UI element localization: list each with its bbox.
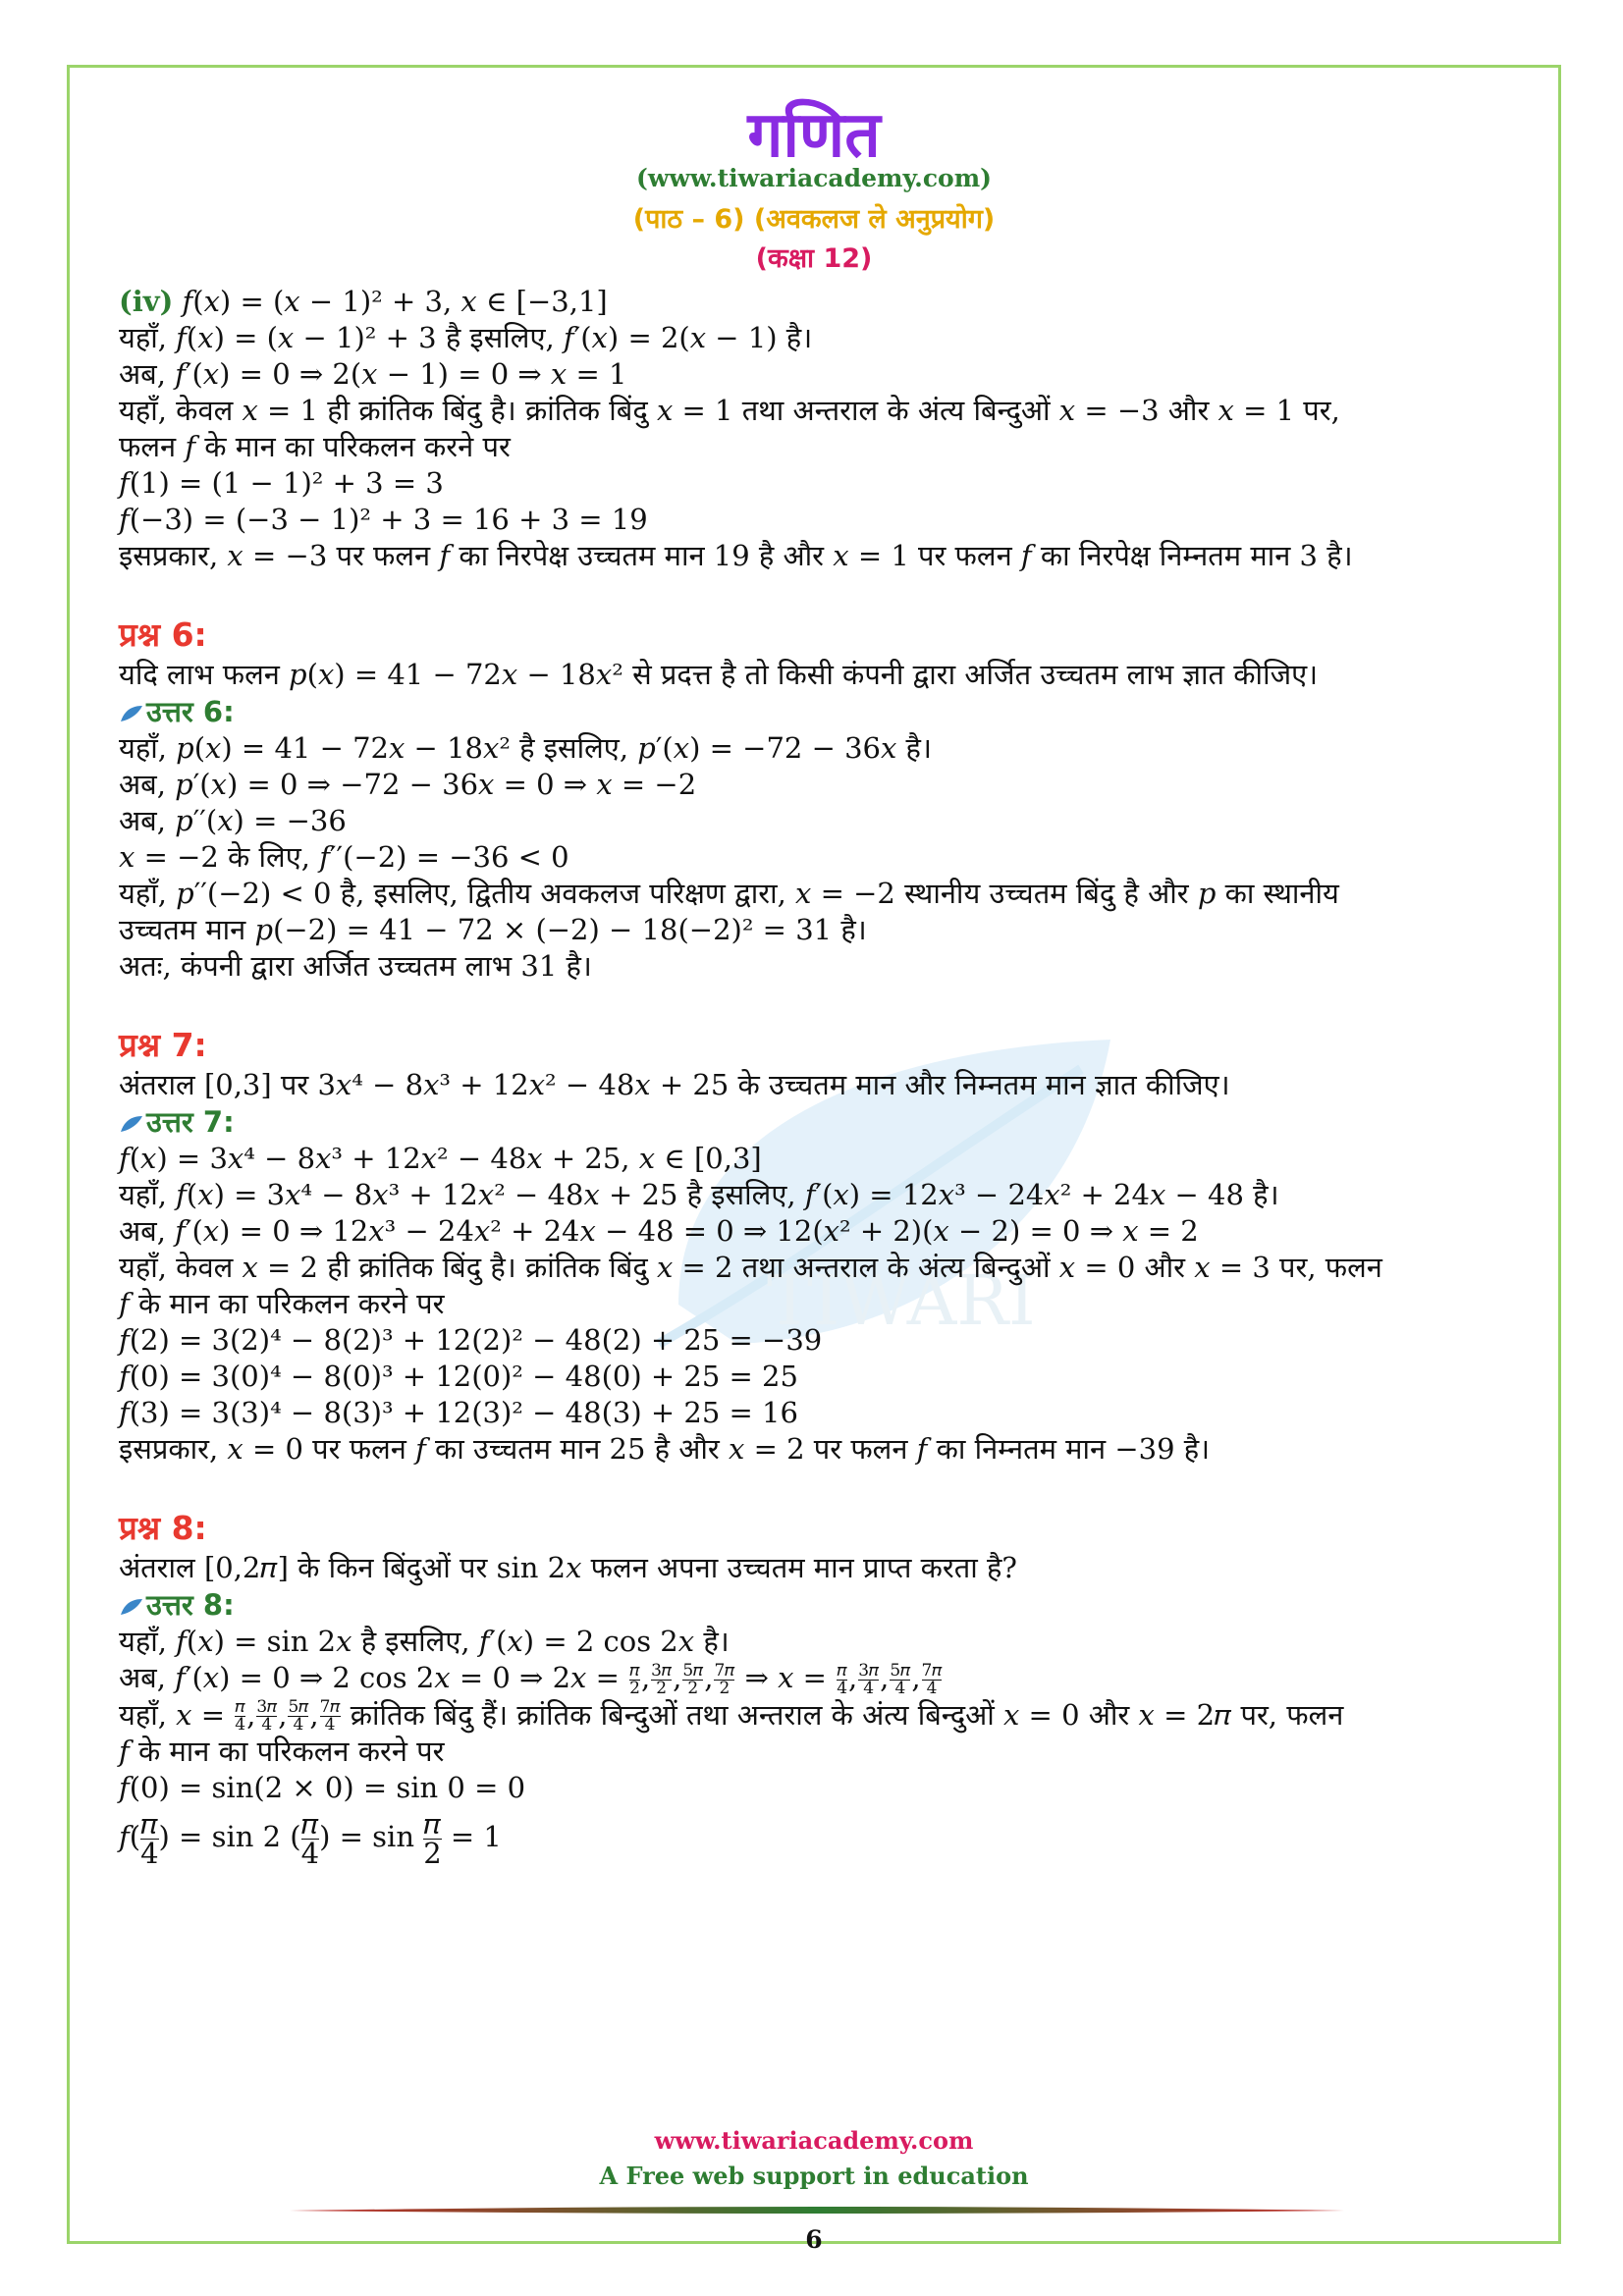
fraction: 𝜋 4 bbox=[300, 1806, 320, 1870]
solution-line: यहाँ, 𝑝(𝑥) = 41 − 72𝑥 − 18𝑥² है इसलिए, 𝑝′(𝑥) = −72 − 36𝑥 है। bbox=[119, 731, 932, 765]
solution-line-fractions: यहाँ, 𝑥 = $\frac{\text{𝜋}}{4}$ , $\frac{\text{3𝜋}}{4}$ , $\frac{\text{5𝜋}}{4}$ , $\frac{\text{7𝜋}}{4}$ क्रांतिक बिंदु हैं। क्रांतिक बिन्दुओं तथा अन्तराल के अंत्य बिन्दुओं 𝑥 = 0 और 𝑥 = 2𝜋 पर, फलन bbox=[119, 1697, 1344, 1735]
solution-text: क्रांतिक बिंदु हैं। क्रांतिक बिन्दुओं तथा अन्तराल के अंत्य बिन्दुओं 𝑥 = 0 और 𝑥 = 2𝜋 पर, फलन bbox=[341, 1697, 1344, 1732]
fraction: 𝜋 2 bbox=[423, 1806, 442, 1870]
question-8-label: प्रश्न 8: bbox=[119, 1509, 207, 1547]
solution-line: 𝑓(𝑥) = 3𝑥⁴ − 8𝑥³ + 12𝑥² − 48𝑥 + 25, 𝑥 ∈ [0,3] bbox=[119, 1142, 762, 1175]
solution-line: इसप्रकार, 𝑥 = 0 पर फलन 𝑓 का उच्चतम मान 25 है और 𝑥 = 2 पर फलन 𝑓 का निम्नतम मान −39 है। bbox=[119, 1432, 1211, 1466]
solution-line: अब, 𝑝′′(𝑥) = −36 bbox=[119, 804, 347, 837]
chapter-heading: (पाठ – 6) (अवकलज ले अनुप्रयोग) bbox=[632, 204, 996, 235]
fraction: $\frac{\text{5𝜋}}{4}$ bbox=[288, 1697, 309, 1735]
question-7-label: प्रश्न 7: bbox=[119, 1026, 207, 1064]
solution-line: यहाँ, 𝑓(𝑥) = (𝑥 − 1)² + 3 है इसलिए, 𝑓′(𝑥) = 2(𝑥 − 1) है। bbox=[119, 321, 813, 354]
question-7-text: अंतराल [0,3] पर 3𝑥⁴ − 8𝑥³ + 12𝑥² − 48𝑥 + 25 के उच्चतम मान और निम्नतम मान ज्ञात कीजिए। bbox=[119, 1068, 1230, 1101]
solution-line: 𝑓 के मान का परिकलन करने पर bbox=[119, 1735, 445, 1768]
solution-line: यहाँ, केवल 𝑥 = 2 ही क्रांतिक बिंदु है। क्रांतिक बिंदु 𝑥 = 2 तथा अन्तराल के अंत्य बिन्दुओं 𝑥 = 0 और 𝑥 = 3 पर, फलन bbox=[119, 1251, 1382, 1284]
part-iv-line bbox=[119, 284, 1533, 320]
answer-7-label-text: उत्तर 7: bbox=[146, 1105, 235, 1139]
fraction: 𝜋 4 bbox=[140, 1806, 159, 1870]
page-number: 6 bbox=[805, 2225, 823, 2254]
fraction: $\frac{\text{𝜋}}{4}$ bbox=[235, 1697, 246, 1735]
answer-6-label-text: उत्तर 6: bbox=[146, 695, 235, 728]
svg-text:TIWARI: TIWARI bbox=[767, 1260, 1036, 1341]
solution-line: 𝑓(2) = 3(2)⁴ − 8(2)³ + 12(2)² − 48(2) + 25 = −39 bbox=[119, 1323, 823, 1357]
solution-line: अब, 𝑝′(𝑥) = 0 ⇒ −72 − 36𝑥 = 0 ⇒ 𝑥 = −2 bbox=[119, 768, 697, 801]
solution-line: यहाँ, केवल 𝑥 = 1 ही क्रांतिक बिंदु है। क्रांतिक बिंदु 𝑥 = 1 तथा अन्तराल के अंत्य बिन्दुओं 𝑥 = −3 और 𝑥 = 1 पर, bbox=[119, 394, 1340, 427]
footer-divider bbox=[290, 2205, 1344, 2216]
solution-text: ⇒ 𝑥 = bbox=[744, 1661, 827, 1694]
answer-7-label bbox=[119, 1103, 1533, 1141]
fraction: $\frac{\text{7𝜋}}{2}$ bbox=[714, 1660, 735, 1698]
solution-line: 𝑓(0) = 3(0)⁴ − 8(0)³ + 12(0)² − 48(0) + 25 = 25 bbox=[119, 1360, 798, 1393]
solution-text: 𝑓 bbox=[119, 1820, 130, 1853]
solution-line: अब, 𝑓′(𝑥) = 0 ⇒ 12𝑥³ − 24𝑥² + 24𝑥 − 48 = 0 ⇒ 12(𝑥² + 2)(𝑥 − 2) = 0 ⇒ 𝑥 = 2 bbox=[119, 1214, 1199, 1248]
part-iv-text: 𝑓(𝑥) = (𝑥 − 1)² + 3, 𝑥 ∈ [−3,1] bbox=[182, 285, 608, 318]
solution-line: यहाँ, 𝑓(𝑥) = sin 2𝑥 है इसलिए, 𝑓′(𝑥) = 2 cos 2𝑥 है। bbox=[119, 1625, 730, 1658]
solution-line: यहाँ, 𝑓(𝑥) = 3𝑥⁴ − 8𝑥³ + 12𝑥² − 48𝑥 + 25 है इसलिए, 𝑓′(𝑥) = 12𝑥³ − 24𝑥² + 24𝑥 − 48 है। bbox=[119, 1178, 1279, 1211]
header-site: (www.tiwariacademy.com) bbox=[635, 164, 992, 192]
solution-line: उच्चतम मान 𝑝(−2) = 41 − 72 × (−2) − 18(−2)² = 31 है। bbox=[119, 913, 867, 946]
answer-6-label bbox=[119, 693, 1533, 730]
solution-text: अब, 𝑓′(𝑥) = 0 ⇒ 2 cos 2𝑥 = 0 ⇒ 2𝑥 = bbox=[119, 1661, 620, 1694]
solution-text: यहाँ, 𝑥 = bbox=[119, 1697, 226, 1732]
pen-icon bbox=[119, 1114, 144, 1134]
solution-line: 𝑓(0) = sin(2 × 0) = sin 0 = 0 bbox=[119, 1771, 526, 1804]
solution-text: = 1 bbox=[441, 1820, 502, 1853]
footer-tagline: A Free web support in education bbox=[599, 2162, 1029, 2190]
solution-line: यहाँ, 𝑝′′(−2) < 0 है, इसलिए, द्वितीय अवकलज परिक्षण द्वारा, 𝑥 = −2 स्थानीय उच्चतम बिंदु है और 𝑝 का स्थानीय bbox=[119, 877, 1339, 910]
solution-line: अब, 𝑓′(𝑥) = 0 ⇒ 2(𝑥 − 1) = 0 ⇒ 𝑥 = 1 bbox=[119, 357, 627, 391]
solution-line: अतः, कंपनी द्वारा अर्जित उच्चतम लाभ 31 है। bbox=[119, 949, 592, 983]
solution-line: इसप्रकार, 𝑥 = −3 पर फलन 𝑓 का निरपेक्ष उच्चतम मान 19 है और 𝑥 = 1 पर फलन 𝑓 का निरपेक्ष निम्नतम मान 3 है। bbox=[119, 539, 1353, 572]
answer-8-label bbox=[119, 1586, 1533, 1624]
class-heading: (कक्षा 12) bbox=[755, 243, 873, 274]
solution-line: 𝑥 = −2 के लिए, 𝑓′′(−2) = −36 < 0 bbox=[119, 840, 569, 874]
footer-site-link[interactable]: www.tiwariacademy.com bbox=[654, 2126, 974, 2155]
solution-text: = sin bbox=[330, 1820, 414, 1853]
question-8-text: अंतराल [0,2𝜋] के किन बिंदुओं पर sin 2𝑥 फलन अपना उच्चतम मान प्राप्त करता है? bbox=[119, 1551, 1017, 1584]
fraction: $\frac{\text{𝜋}}{4}$ bbox=[837, 1660, 848, 1698]
solution-line: 𝑓(−3) = (−3 − 1)² + 3 = 16 + 3 = 19 bbox=[119, 503, 648, 536]
solution-line: 𝑓 के मान का परिकलन करने पर bbox=[119, 1287, 445, 1320]
pen-icon bbox=[119, 704, 144, 723]
fraction: $\frac{\text{7𝜋}}{4}$ bbox=[319, 1697, 341, 1735]
answer-8-label-text: उत्तर 8: bbox=[146, 1588, 235, 1622]
fraction: $\frac{\text{3𝜋}}{4}$ bbox=[858, 1660, 880, 1698]
page-title: गणित bbox=[747, 99, 881, 172]
question-6-text: यदि लाभ फलन 𝑝(𝑥) = 41 − 72𝑥 − 18𝑥² से प्रदत्त है तो किसी कंपनी द्वारा अर्जित उच्चतम लाभ ज्ञात कीजिए। bbox=[119, 658, 1319, 691]
part-iv-tag: (iv) bbox=[119, 285, 174, 318]
question-6-label: प्रश्न 6: bbox=[119, 615, 207, 654]
pen-icon bbox=[119, 1597, 144, 1617]
solution-line-fractions: अब, 𝑓′(𝑥) = 0 ⇒ 2 cos 2𝑥 = 0 ⇒ 2𝑥 = $\frac{\text{𝜋}}{2}$ , $\frac{\text{3𝜋}}{2}$ , $\frac{\text{5𝜋}}{2}$ , $\frac{\text{7𝜋}}{2}$ ⇒ 𝑥 = $\frac{\text{𝜋}}{4}$ , $\frac{\text{3𝜋}}{4}$ , $\frac{\text{5𝜋}}{4}$ , $\frac{\text{7𝜋}}{4}$ bbox=[119, 1660, 943, 1698]
solution-line: 𝑓(1) = (1 − 1)² + 3 = 3 bbox=[119, 466, 444, 500]
solution-text: = sin 2 bbox=[169, 1820, 282, 1853]
page-border bbox=[67, 65, 1561, 2254]
fraction: $\frac{\text{𝜋}}{2}$ bbox=[629, 1660, 640, 1698]
solution-line: 𝑓(3) = 3(3)⁴ − 8(3)³ + 12(3)² − 48(3) + 25 = 16 bbox=[119, 1396, 798, 1429]
solution-line: फलन 𝑓 के मान का परिकलन करने पर bbox=[119, 430, 511, 463]
solution-line-fractions: 𝑓( 𝜋 4 ) = sin 2 ( 𝜋 4 ) = sin 𝜋 2 = 1 bbox=[119, 1806, 502, 1870]
fraction: $\frac{\text{3𝜋}}{2}$ bbox=[651, 1660, 673, 1698]
fraction: $\frac{\text{5𝜋}}{2}$ bbox=[682, 1660, 704, 1698]
content-body bbox=[119, 284, 1533, 1868]
fraction: $\frac{\text{7𝜋}}{4}$ bbox=[921, 1660, 943, 1698]
fraction: $\frac{\text{5𝜋}}{4}$ bbox=[890, 1660, 911, 1698]
fraction: $\frac{\text{3𝜋}}{4}$ bbox=[256, 1697, 278, 1735]
